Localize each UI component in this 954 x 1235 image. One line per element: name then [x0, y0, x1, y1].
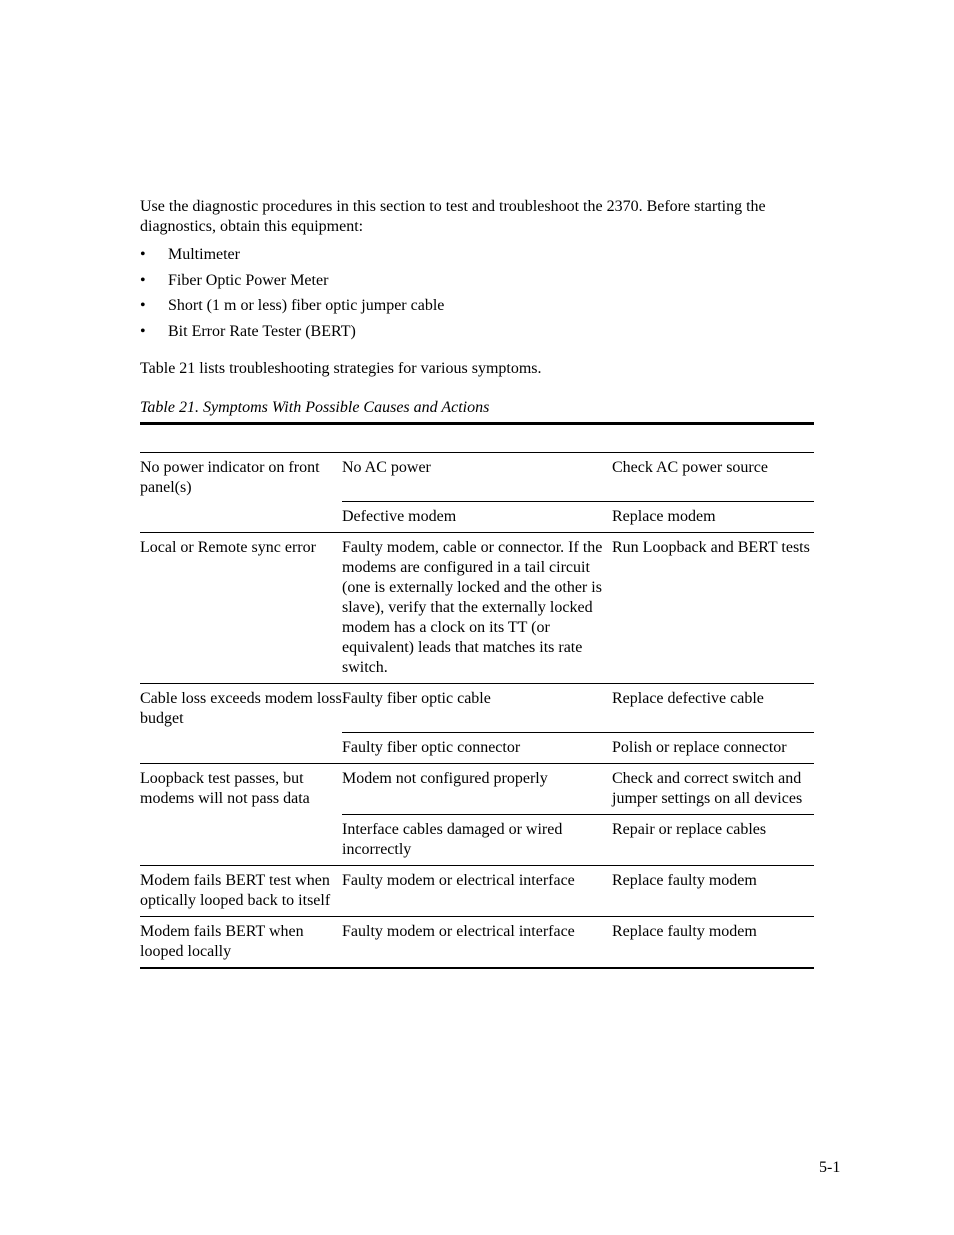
- intro-paragraph: Use the diagnostic procedures in this section to test and troubleshoot the 2370. Before starting the diagnostics, obtain this equipment:: [140, 198, 766, 235]
- table-row: [140, 917, 814, 969]
- table-row: [140, 764, 814, 815]
- page-number: 5-1: [819, 1159, 841, 1176]
- cause-cell: Faulty fiber optic connector: [342, 733, 612, 764]
- list-item: [140, 296, 816, 316]
- action-cell: Replace modem: [612, 502, 814, 533]
- symptom-cell: Local or Remote sync error: [140, 539, 316, 556]
- symptom-cell: Loopback test passes, but modems will not pass data: [140, 770, 310, 807]
- action-cell: Replace faulty modem: [612, 923, 757, 940]
- equipment-label: Bit Error Rate Tester (BERT): [168, 323, 356, 341]
- cause-cell: Faulty fiber optic cable: [342, 690, 491, 707]
- symptom-cell: No power indicator on front panel(s): [140, 459, 320, 496]
- symptom-cell: Modem fails BERT test when optically looped back to itself: [140, 872, 331, 909]
- cause-cell: Modem not configured properly: [342, 770, 548, 787]
- action-cell: Repair or replace cables: [612, 815, 814, 866]
- bullet-icon: •: [140, 271, 146, 289]
- list-item: [140, 322, 816, 342]
- table-top-rule: [140, 422, 814, 425]
- action-cell: Replace defective cable: [612, 690, 764, 707]
- equipment-label: Short (1 m or less) fiber optic jumper cable: [168, 297, 445, 315]
- table-caption: Table 21. Symptoms With Possible Causes and Actions: [140, 399, 490, 416]
- equipment-label: Fiber Optic Power Meter: [168, 271, 329, 289]
- cause-cell: Interface cables damaged or wired incorrectly: [342, 815, 612, 866]
- cause-cell: No AC power: [342, 459, 431, 476]
- intro-block: [140, 197, 816, 348]
- equipment-list: [140, 245, 816, 342]
- list-item: [140, 245, 816, 265]
- action-cell: Check AC power source: [612, 459, 768, 476]
- table-row: [140, 533, 814, 684]
- list-item: [140, 271, 816, 291]
- cause-cell: Faulty modem or electrical interface: [342, 923, 575, 940]
- table-row: [140, 453, 814, 502]
- bullet-icon: •: [140, 297, 146, 315]
- bullet-icon: •: [140, 246, 146, 263]
- action-cell: Run Loopback and BERT tests: [612, 539, 810, 556]
- symptom-cell: Modem fails BERT when looped locally: [140, 923, 304, 960]
- table-row: [140, 866, 814, 917]
- table-row: [140, 684, 814, 733]
- action-cell: Polish or replace connector: [612, 733, 814, 764]
- bullet-icon: •: [140, 323, 146, 341]
- equipment-label: Multimeter: [168, 246, 240, 263]
- cause-cell: Faulty modem, cable or connector. If the modems are configured in a tail circuit (one is externally locked and the other is slave), verify that the externally locked modem has a clock on its TT (or equivalent) leads that matches its rate switch.: [342, 539, 603, 676]
- cause-cell: Defective modem: [342, 502, 612, 533]
- cause-cell: Faulty modem or electrical interface: [342, 872, 575, 889]
- table-lead-sentence: Table 21 lists troubleshooting strategies for various symptoms.: [140, 360, 542, 377]
- action-cell: Check and correct switch and jumper settings on all devices: [612, 770, 803, 807]
- action-cell: Replace faulty modem: [612, 872, 757, 889]
- troubleshooting-table: [140, 452, 814, 969]
- symptom-cell: Cable loss exceeds modem loss budget: [140, 690, 342, 727]
